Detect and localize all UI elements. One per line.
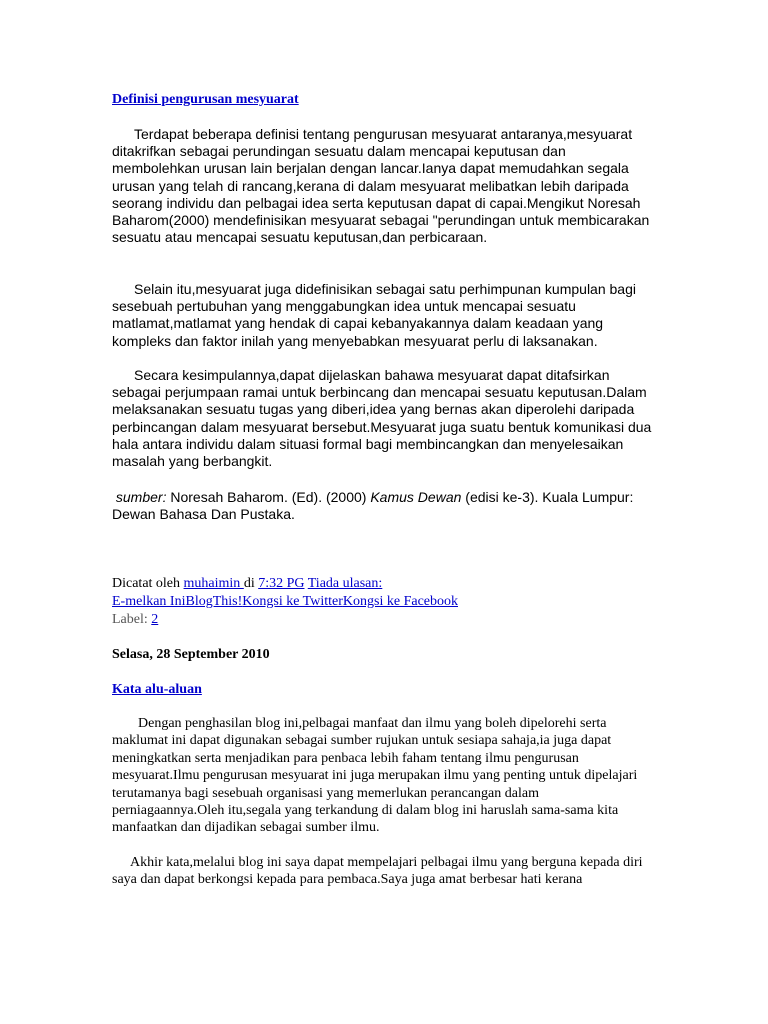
post-1-paragraph-2: Selain itu,mesyuarat juga didefinisikan sebagai satu perhimpunan kumpulan bagi sesebuah pertubuhan yang menggabungkan idea untuk mencapai sesuatu matlamat,matlamat yang hendak di capai kebanyakannya dalam keadaan yang kompleks dan faktor inilah yang menyebabkan mesyuarat perlu di laksanakan. bbox=[112, 281, 636, 349]
post-1-title-link[interactable]: Definisi pengurusan mesyuarat bbox=[112, 92, 299, 107]
label-link[interactable]: 2 bbox=[151, 612, 159, 627]
post-1-body bbox=[112, 126, 652, 246]
post-2-header bbox=[112, 681, 652, 699]
post-2-paragraph-2: Akhir kata,melalui blog ini saya dapat mempelajari pelbagai ilmu yang berguna kepada diri saya dan dapat berkongsi kepada para pembaca.Saya juga amat berbesar hati kerana bbox=[112, 855, 643, 888]
date-header: Selasa, 28 September 2010 bbox=[112, 647, 270, 662]
post-2-title-link[interactable]: Kata alu-aluan bbox=[112, 682, 202, 697]
post-1-header bbox=[112, 91, 652, 109]
share-email-link[interactable]: E-melkan Ini bbox=[112, 594, 186, 609]
comments-link[interactable]: Tiada ulasan: bbox=[307, 576, 383, 591]
post-time-link[interactable]: 7:32 PG bbox=[258, 576, 305, 591]
post-labels: Label: 2 bbox=[112, 612, 159, 627]
post-1-body-2 bbox=[112, 281, 652, 350]
post-2-body bbox=[112, 715, 652, 837]
source-publisher: Dewan Bahasa Dan Pustaka. bbox=[112, 506, 295, 523]
post-1-footer: Dicatat oleh muhaimin di 7:32 PG Tiada ulasan: E-melkan IniBlogThis!Kongsi ke TwitterKongsi ke Facebook Label: 2 bbox=[112, 575, 652, 629]
post-1-paragraph-3: Secara kesimpulannya,dapat dijelaskan bahawa mesyuarat dapat ditafsirkan sebagai perjumpaan ramai untuk berbincang dan mencapai sesuatu keputusan.Dalam melaksanakan sesuatu tugas yang diberi,idea yang bernas akan diperolehi daripada perbincangan dalam mesyuarat bersebut.Mesyuarat juga suatu bentuk komunikasi dua hala antara individu dalam situasi formal bagi membincangkan dan menyelesaikan masalah yang berbangkit. bbox=[112, 367, 652, 470]
share-links bbox=[112, 593, 652, 611]
source-label: sumber: bbox=[115, 489, 167, 505]
share-facebook-link[interactable]: Kongsi ke Facebook bbox=[342, 594, 458, 609]
source-book-title: Kamus Dewan bbox=[370, 489, 462, 505]
post-2-body-2 bbox=[112, 854, 652, 889]
post-1-paragraph-1: Terdapat beberapa definisi tentang pengurusan mesyuarat antaranya,mesyuarat ditakrifkan sebagai perundingan sesuatu dalam mencapai keputusan dan membolehkan urusan lain berjalan dengan lancar.Ianya dapat memudahkan segala urusan yang telah di rancang,kerana di dalam mesyuarat melibatkan lebih daripada seorang individu dan pelbagai idea serta keputusan dapat di capai.Mengikut Noresah Baharom(2000) mendefinisikan mesyuarat sebagai "perundingan untuk membicarakan sesuatu atau mencapai sesuatu keputusan,dan perbicaraan. bbox=[112, 126, 650, 246]
post-1-body-3 bbox=[112, 367, 652, 470]
post-1-source: sumber: Noresah Baharom. (Ed). (2000) Kamus Dewan (edisi ke-3). Kuala Lumpur: Dewan Bahasa Dan Pustaka. bbox=[112, 489, 652, 523]
author-link[interactable]: muhaimin bbox=[183, 576, 244, 591]
post-2-paragraph-1: Dengan penghasilan blog ini,pelbagai manfaat dan ilmu yang boleh dipelorehi serta maklumat ini dapat digunakan sebagai sumber rujukan untuk sesiapa sahaja,ia juga dapat meningkatkan serta menjadikan para penbaca lebih faham tentang ilmu pengurusan mesyuarat.Ilmu pengurusan mesyuarat ini juga merupakan ilmu yang penting untuk dipelajari terutamanya bagi sesebuah organisasi yang memerlukan perancangan dalam perniagaannya.Oleh itu,segala yang terkandung di dalam blog ini haruslah sama-sama kita manfaatkan dan dijadikan sebagai sumber ilmu. bbox=[112, 716, 638, 836]
share-twitter-link[interactable]: Kongsi ke Twitter bbox=[242, 594, 343, 609]
share-blogthis-link[interactable]: BlogThis! bbox=[185, 594, 243, 609]
